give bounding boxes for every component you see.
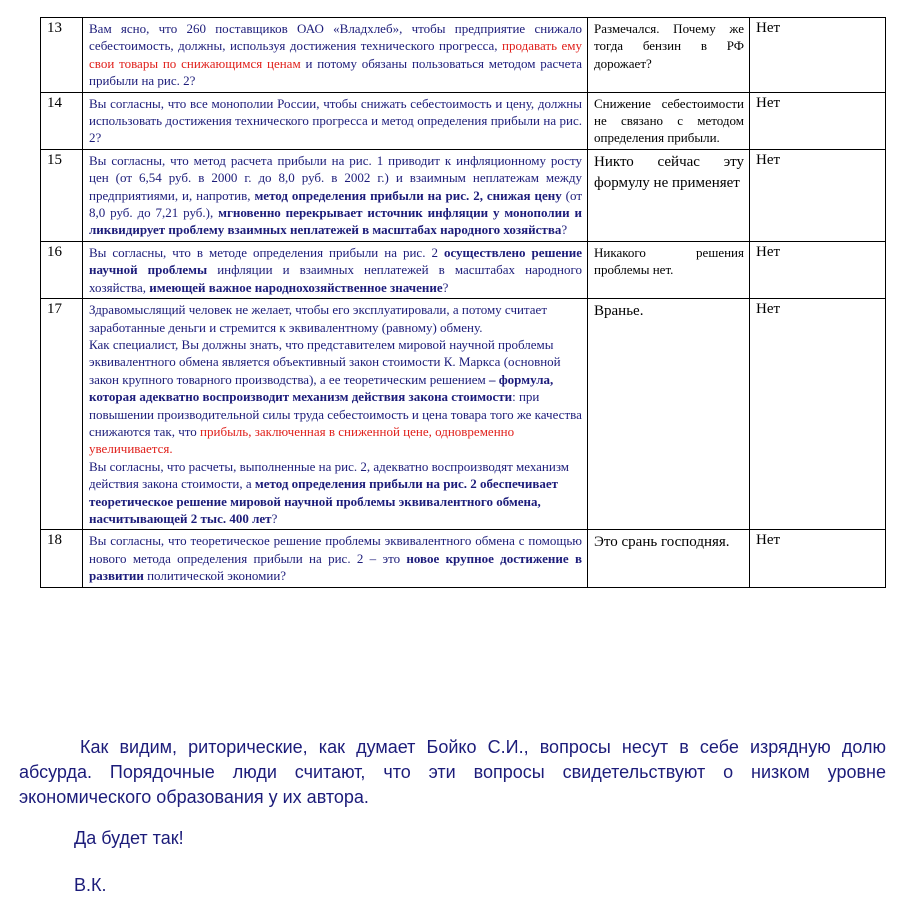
table-row xyxy=(41,92,886,149)
answer-text: Это срань господняя. xyxy=(588,530,750,587)
answer-text: Размечался. Почему же тогда бензин в РФ дорожает? xyxy=(588,18,750,93)
table-row xyxy=(41,18,886,93)
question-text xyxy=(83,530,588,587)
bold-text: осуществлено решение научной проблемы xyxy=(89,244,582,278)
question-text-segment: ? xyxy=(442,279,449,295)
verdict-text: Нет xyxy=(750,299,886,530)
table-row xyxy=(41,299,886,530)
question-text-segment: Здравомыслящий человек не желает, чтобы его эксплуатировали, а потому считает заработанные деньги и стремится к эквивалентному (равному) обмену. xyxy=(89,302,547,335)
answer-text: Никто сейчас эту формулу не применяет xyxy=(588,149,750,241)
verdict-text: Нет xyxy=(750,530,886,587)
question-text-segment: и потому обязаны пользоваться методом расчета прибыли на рис. 2? xyxy=(89,55,582,89)
question-text-segment: Вы согласны, что в методе определения прибыли на рис. 2 xyxy=(89,244,444,260)
answer-text: Снижение себестоимости не связано с методом определения прибыли. xyxy=(588,92,750,149)
question-text-segment: Вы согласны, что метод расчета прибыли на рис. 1 приводит к инфляционному росту цен (от 6,54 руб. в 2000 г. до 8,0 руб. в 2002 г.) и взаимным неплатежам между предприятиями, и, напротив, xyxy=(89,152,582,203)
question-text-segment: Как специалист, Вы должны знать, что представителем мировой научной проблемы эквивалентного обмена является объективный закон стоимости К. Маркса (основной закон крупного товарного производства), а ее теоретическим решением xyxy=(89,336,561,387)
question-number: 17 xyxy=(41,299,83,530)
question-text-segment: Вы согласны, что все монополии России, чтобы снижать себестоимость и цену, должны использовать достижения технического прогресса и метод определения прибыли на рис. 2? xyxy=(89,95,582,146)
verdict-text: Нет xyxy=(750,149,886,241)
bold-text: мгновенно перекрывает источник инфляции у монополии и ликвидирует проблему взаимных неплатежей в масштабах народного хозяйства xyxy=(89,205,582,238)
table-row xyxy=(41,530,886,587)
table-row xyxy=(41,149,886,241)
question-number: 14 xyxy=(41,92,83,149)
closing-exclamation: Да будет так! xyxy=(74,828,184,848)
bold-text: метод определения прибыли на рис. 2 обеспечивает теоретическое решение мировой научной проблемы эквивалентного обмена, насчитывающей 2 тыс. 400 лет xyxy=(89,476,558,526)
verdict-text: Нет xyxy=(750,241,886,298)
verdict-text: Нет xyxy=(750,92,886,149)
question-text-segment: : при повышении производительной силы труда себестоимость и цена товара того же качества снижаются так, что xyxy=(89,389,582,439)
closing-paragraph: Как видим, риторические, как думает Бойко С.И., вопросы несут в себе изрядную долю абсурда. Порядочные люди считают, что эти вопросы свидетельствуют о низком уровне экономического образования у их автора. xyxy=(19,737,886,807)
signature: В.К. xyxy=(74,875,107,895)
bold-text: имеющей важное народнохозяйственное значение xyxy=(149,279,443,295)
questions-table xyxy=(40,17,886,588)
table-row xyxy=(41,241,886,298)
question-number: 15 xyxy=(41,149,83,241)
question-text xyxy=(83,299,588,530)
answer-text: Никакого решения проблемы нет. xyxy=(588,241,750,298)
question-text-segment: инфляции и взаимных неплатежей в масштабах народного хозяйства, xyxy=(89,262,583,295)
answer-text: Вранье. xyxy=(588,299,750,530)
question-text xyxy=(83,149,588,241)
question-text xyxy=(83,18,588,93)
bold-text: – формула, которая адекватно воспроизводит механизм действия закона стоимости xyxy=(89,371,554,405)
questions-table-body xyxy=(41,18,886,588)
question-number: 13 xyxy=(41,18,83,93)
question-text-segment: Вам ясно, что 260 поставщиков ОАО «Владхлеб», чтобы предприятие снижало себестоимость, должны, используя достижения технического прогресса, xyxy=(89,21,582,54)
question-number: 16 xyxy=(41,241,83,298)
question-text xyxy=(83,92,588,149)
question-text-segment: Вы согласны, что расчеты, выполненные на рис. 2, адекватно воспроизводят механизм действия закона стоимости, а xyxy=(89,458,570,492)
highlight-red-text: продавать ему свои товары по снижающимся ценам xyxy=(89,38,582,71)
bold-text: метод определения прибыли на рис. 2, снижая цену xyxy=(254,187,562,203)
question-text-segment: ? xyxy=(271,510,278,526)
question-text-segment: (от 8,0 руб. до 7,21 руб.), xyxy=(89,187,583,221)
question-number: 18 xyxy=(41,530,83,587)
question-text-segment: ? xyxy=(561,222,568,238)
question-text-segment: политической экономии? xyxy=(143,568,287,584)
highlight-red-text: прибыль, заключенная в сниженной цене, одновременно увеличивается. xyxy=(89,423,515,457)
question-text-segment: Вы согласны, что теоретическое решение проблемы эквивалентного обмена с помощью нового метода определения прибыли на рис. 2 – это xyxy=(89,533,582,566)
verdict-text: Нет xyxy=(750,18,886,93)
question-text xyxy=(83,241,588,298)
bold-text: новое крупное достижение в развитии xyxy=(89,550,582,584)
